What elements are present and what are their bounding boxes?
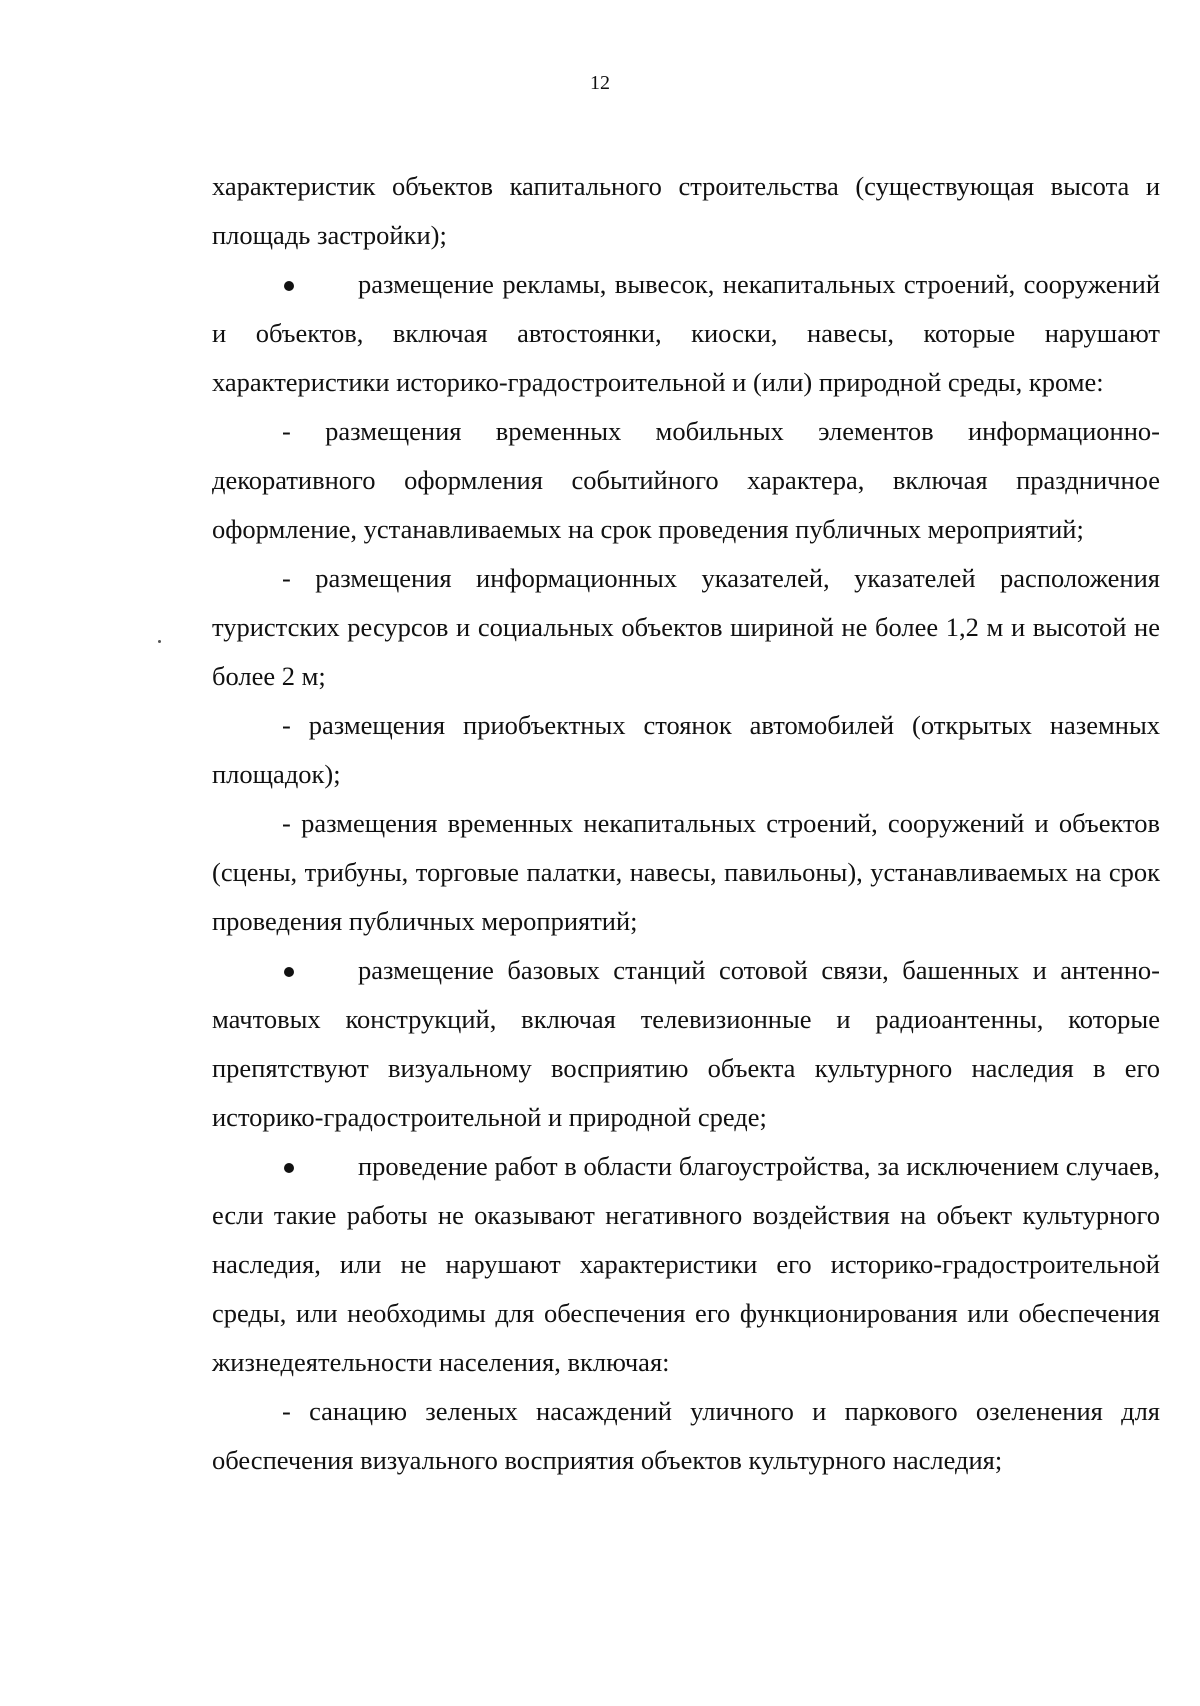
dash-item-temporary-elements: - размещения временных мобильных элементов информационно-декоративного оформления событийного характера, включая праздничное оформление, устанавливаемых на срок проведения публичных мероприятий; bbox=[212, 416, 1160, 544]
dash-item-signs: - размещения информационных указателей, указателей расположения туристских ресурсов и социальных объектов шириной не более 1,2 м и высотой не более 2 м; bbox=[212, 563, 1160, 691]
dash-item-parking: - размещения приобъектных стоянок автомобилей (открытых наземных площадок); bbox=[212, 710, 1160, 789]
dash-item-temporary-structures: - размещения временных некапитальных строений, сооружений и объектов (сцены, трибуны, торговые палатки, навесы, павильоны), устанавливаемых на срок проведения публичных мероприятий; bbox=[212, 808, 1160, 936]
bullet-item-landscaping bbox=[212, 1142, 1160, 1387]
page-number: 12 bbox=[590, 72, 610, 94]
bullet-item-text: размещение базовых станций сотовой связи, башенных и антенно-мачтовых конструкций, включая телевизионные и радиоантенны, которые препятствуют визуальному восприятию объекта культурного наследия в его историко-градостроительной и природной среде; bbox=[212, 955, 1160, 1132]
document-body bbox=[212, 162, 1160, 1485]
bullet-item-text: размещение рекламы, вывесок, некапитальных строений, сооружений и объектов, включая автостоянки, киоски, навесы, которые нарушают характеристики историко-градостроительной и (или) природной среды, кроме: bbox=[212, 269, 1160, 397]
bullet-item-base-stations bbox=[212, 946, 1160, 1142]
bullet-item-advertising bbox=[212, 260, 1160, 407]
bullet-icon bbox=[284, 1163, 294, 1173]
scan-speck bbox=[158, 640, 161, 643]
bullet-item-text: проведение работ в области благоустройства, за исключением случаев, если такие работы не оказывают негативного воздействия на объект культурного наследия, или не нарушают характеристики его историко-градостроительной среды, или необходимы для обеспечения его функционирования или обеспечения жизнедеятельности населения, включая: bbox=[212, 1151, 1160, 1377]
bullet-icon bbox=[284, 967, 294, 977]
paragraph-continuation: характеристик объектов капитального строительства (существующая высота и площадь застройки); bbox=[212, 171, 1160, 250]
dash-item-green-sanitation: - санацию зеленых насаждений уличного и паркового озеленения для обеспечения визуального восприятия объектов культурного наследия; bbox=[212, 1396, 1160, 1475]
bullet-icon bbox=[284, 281, 294, 291]
